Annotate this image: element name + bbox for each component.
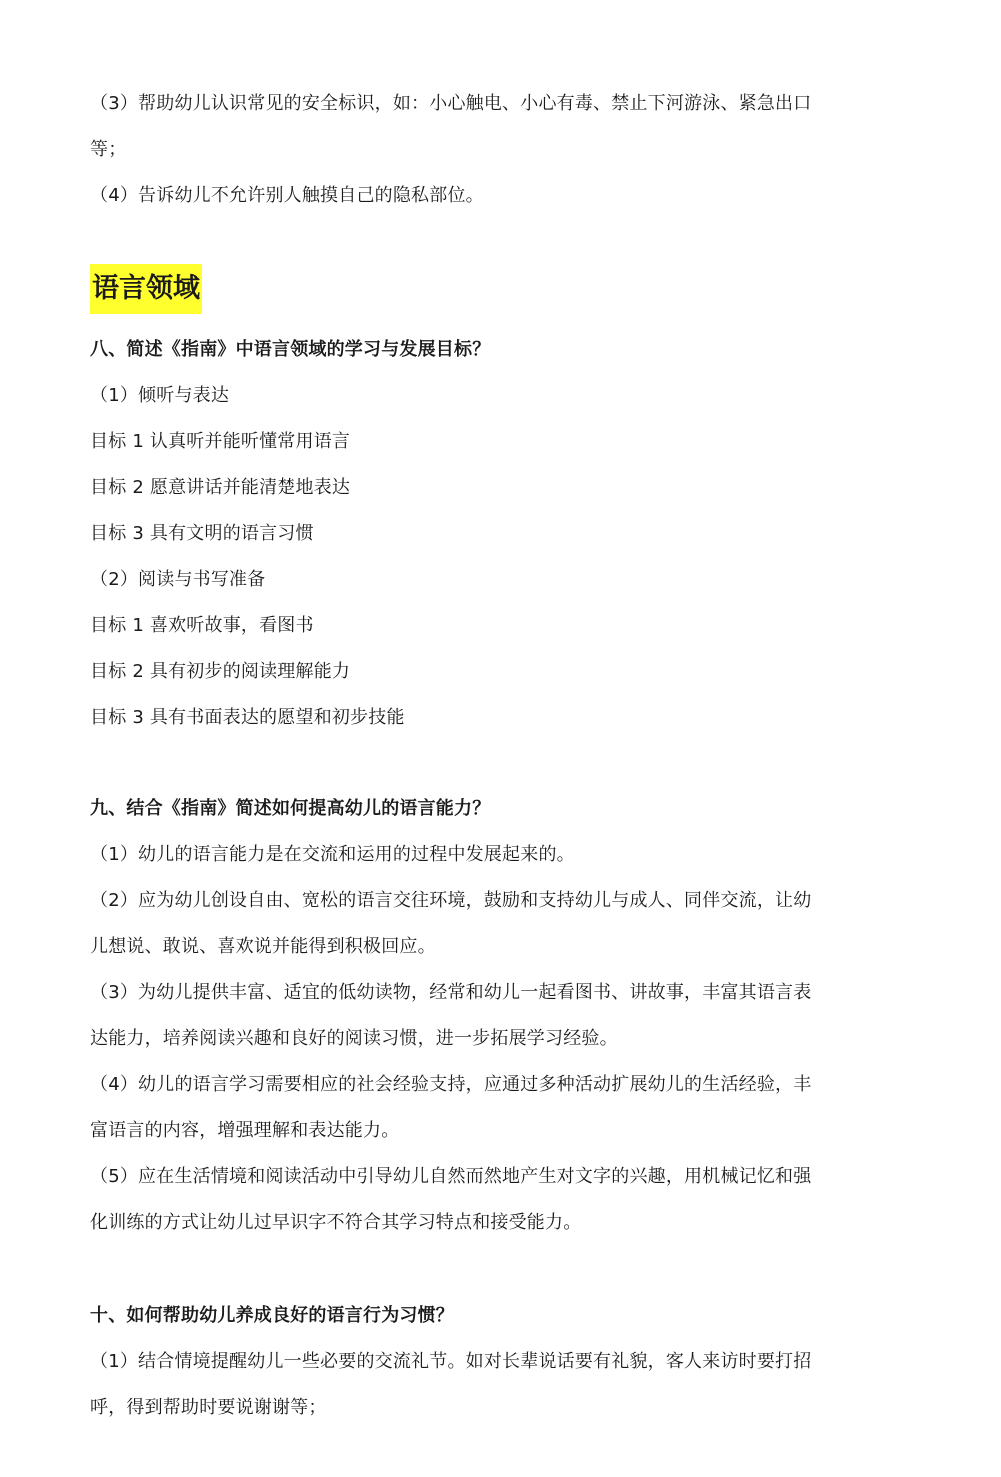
section-title: 语言领域 — [90, 264, 202, 314]
paragraph-line: （3）帮助幼儿认识常见的安全标识，如：小心触电、小心有毒、禁止下河游泳、紧急出口 — [90, 93, 812, 114]
paragraph-line: 呼，得到帮助时要说谢谢等； — [90, 1397, 327, 1418]
paragraph-line: （1）结合情境提醒幼儿一些必要的交流礼节。如对长辈说话要有礼貌，客人来访时要打招 — [90, 1351, 812, 1372]
paragraph-line: （4）告诉幼儿不允许别人触摸自己的隐私部位。 — [90, 185, 484, 206]
paragraph-line: （1）倾听与表达 — [90, 385, 230, 406]
paragraph-line: （4）幼儿的语言学习需要相应的社会经验支持，应通过多种活动扩展幼儿的生活经验，丰 — [90, 1074, 812, 1095]
question-heading: 九、结合《指南》简述如何提高幼儿的语言能力？ — [90, 798, 491, 819]
question-heading: 十、如何帮助幼儿养成良好的语言行为习惯？ — [90, 1305, 454, 1326]
paragraph-line: （2）阅读与书写准备 — [90, 569, 266, 590]
paragraph-line: 达能力，培养阅读兴趣和良好的阅读习惯，进一步拓展学习经验。 — [90, 1028, 618, 1049]
paragraph-line: 目标 3 具有文明的语言习惯 — [90, 523, 314, 544]
paragraph-line: 富语言的内容，增强理解和表达能力。 — [90, 1120, 400, 1141]
paragraph-line: （3）为幼儿提供丰富、适宜的低幼读物，经常和幼儿一起看图书、讲故事，丰富其语言表 — [90, 982, 812, 1003]
paragraph-line: 等； — [90, 139, 127, 160]
paragraph-line: 目标 1 喜欢听故事，看图书 — [90, 615, 314, 636]
paragraph-line: （1）幼儿的语言能力是在交流和运用的过程中发展起来的。 — [90, 844, 575, 865]
paragraph-line: （2）应为幼儿创设自由、宽松的语言交往环境，鼓励和支持幼儿与成人、同伴交流，让幼 — [90, 890, 812, 911]
paragraph-line: 目标 1 认真听并能听懂常用语言 — [90, 431, 351, 452]
paragraph-line: 目标 2 愿意讲话并能清楚地表达 — [90, 477, 351, 498]
paragraph-line: 化训练的方式让幼儿过早识字不符合其学习特点和接受能力。 — [90, 1212, 582, 1233]
paragraph-line: （5）应在生活情境和阅读活动中引导幼儿自然而然地产生对文字的兴趣，用机械记忆和强 — [90, 1166, 812, 1187]
paragraph-line: 儿想说、敢说、喜欢说并能得到积极回应。 — [90, 936, 436, 957]
paragraph-line: 目标 3 具有书面表达的愿望和初步技能 — [90, 707, 405, 728]
question-heading: 八、简述《指南》中语言领域的学习与发展目标？ — [90, 339, 491, 360]
paragraph-line: 目标 2 具有初步的阅读理解能力 — [90, 661, 351, 682]
